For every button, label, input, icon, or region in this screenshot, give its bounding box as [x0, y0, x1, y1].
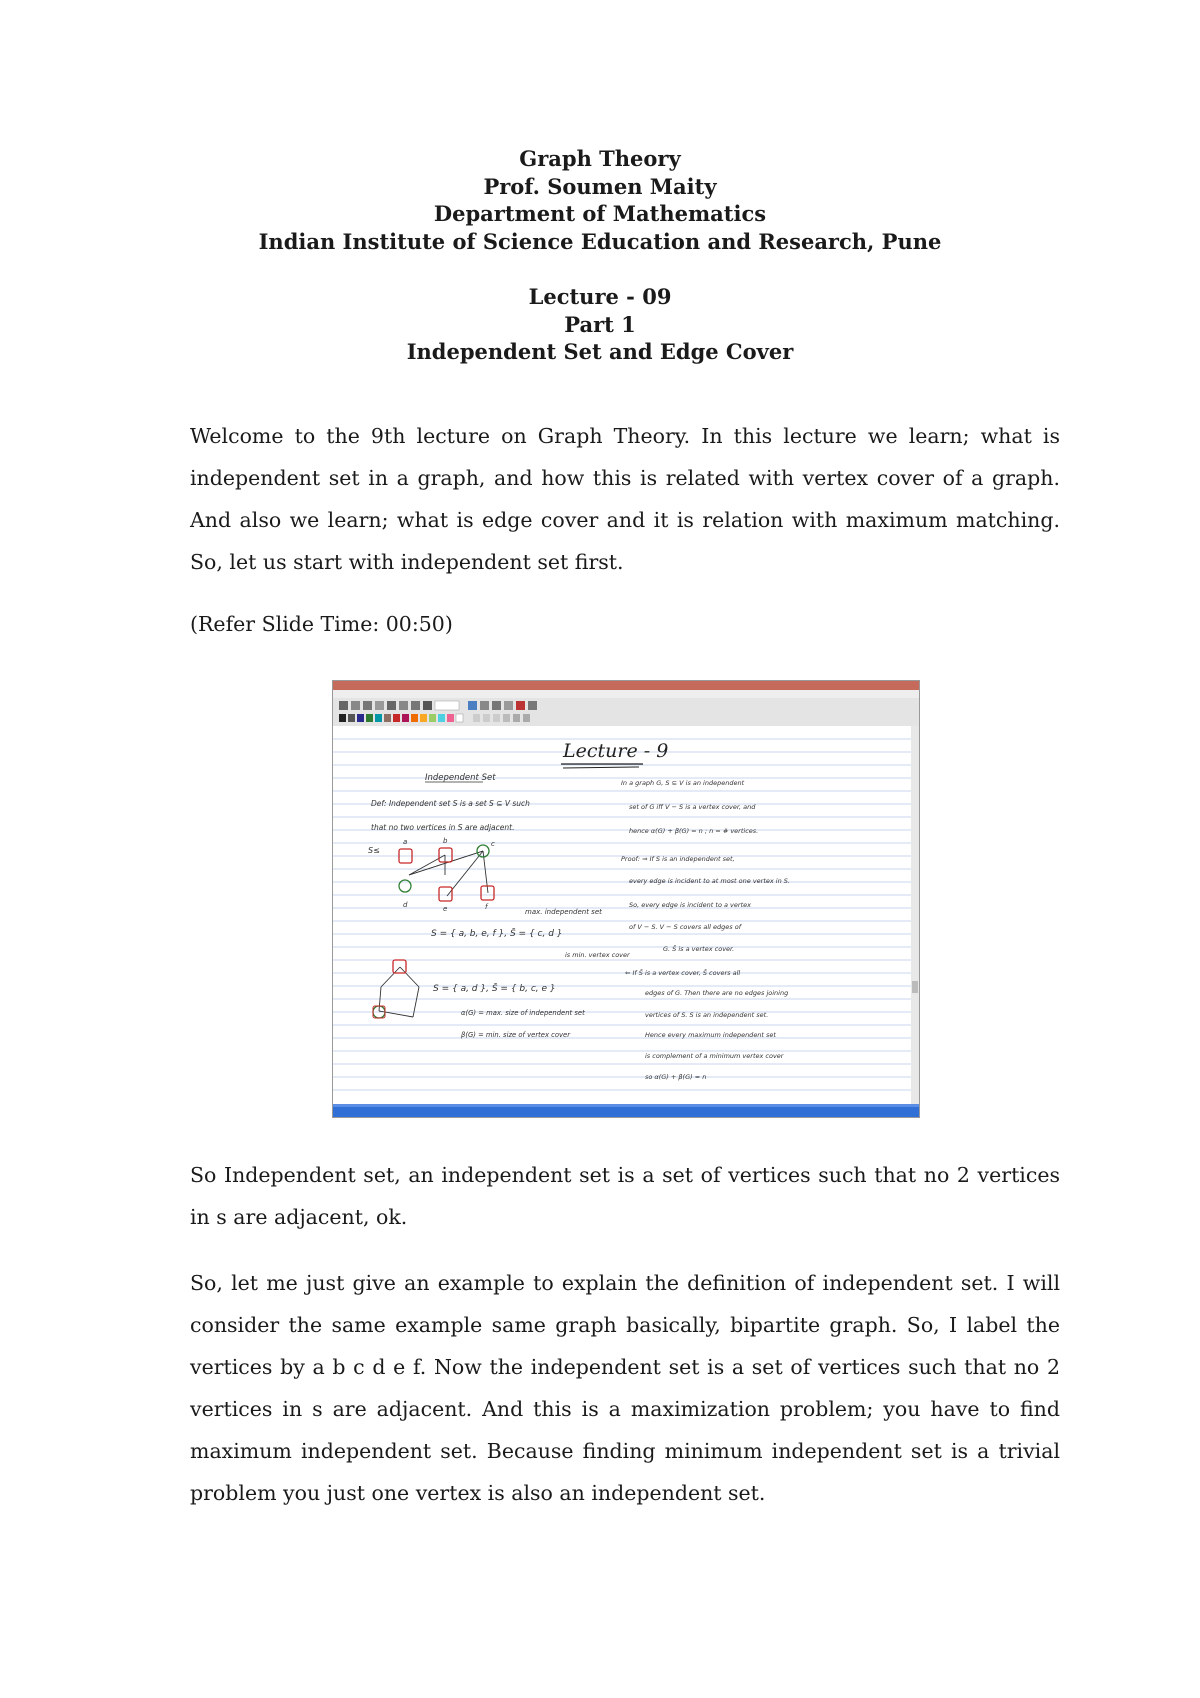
part-number: Part 1 — [564, 311, 636, 337]
slide-right-line: ⇐ If S̄ is a vertex cover, S̄ covers all — [625, 969, 741, 977]
lecture-topic: Independent Set and Edge Cover — [406, 339, 794, 364]
department-name: Department of Mathematics — [433, 201, 767, 226]
professor-name: Prof. Soumen Maity — [483, 173, 717, 199]
lecture-number: Lecture - 09 — [528, 284, 672, 309]
vertex-label-b: b — [443, 837, 448, 845]
slide-right-line: G. S̄ is a vertex cover. — [663, 945, 735, 953]
vertex-label-c: c — [491, 840, 495, 848]
slide-right-line: so α(G) + β(G) = n — [645, 1073, 707, 1081]
slide-right-line: set of G iff V − S is a vertex cover, and — [629, 803, 756, 811]
slide-right-line: In a graph G, S ⊆ V is an independent — [621, 779, 745, 787]
slide-min-cover: is min. vertex cover — [565, 951, 630, 959]
lecture-slide-screenshot — [332, 680, 920, 1118]
slide-right-line: Hence every maximum independent set — [645, 1031, 776, 1039]
document-header — [0, 145, 1200, 366]
course-title: Graph Theory — [519, 146, 681, 171]
svg-text:S≤: S≤ — [368, 846, 380, 855]
vertex-label-d: d — [403, 901, 408, 909]
slide-heading: Lecture - 9 — [563, 740, 669, 762]
window-titlebar — [333, 681, 919, 690]
slide-left-title: Independent Set — [425, 773, 496, 783]
slide-right-line: edges of G. Then there are no edges joining — [645, 989, 789, 997]
vertex-label-f: f — [485, 903, 488, 911]
slide-right-line: of V − S. V − S covers all edges of — [629, 923, 741, 931]
institute-name: Indian Institute of Science Education and Research, Pune — [258, 228, 942, 254]
slide-set-s: S = { a, b, e, f }, S̄ = { c, d } — [431, 929, 563, 939]
slide-beta-def: β(G) = min. size of vertex cover — [461, 1031, 571, 1039]
intro-paragraph: Welcome to the 9th lecture on Graph Theory. In this lecture we learn; what is independent set in a graph, and how this is related with vertex cover of a graph. And also we learn; what is edge cover and it is relation with maximum matching. So, let us start with independent set first. — [190, 424, 1060, 574]
example-paragraph: So, let me just give an example to explain the definition of independent set. I will consider the same example same graph basically, bipartite graph. So, I label the vertices by a b c d e f. Now the independent set is a set of vertices such that no 2 vertices in s are adjacent. And this is a maximization problem; you have to find maximum independent set. Because finding minimum independent set is a trivial problem you just one vertex is also an independent set. — [190, 1271, 1060, 1505]
refer-slide-time: (Refer Slide Time: 00:50) — [190, 612, 453, 636]
slide-set-s2: S = { a, d }, S̄ = { b, c, e } — [433, 984, 556, 994]
vertex-label-e: e — [443, 905, 448, 913]
slide-right-line: So, every edge is incident to a vertex — [629, 901, 751, 909]
slide-right-line: hence α(G) + β(G) = n ; n = # vertices. — [629, 827, 759, 835]
vertex-label-a: a — [403, 838, 408, 846]
slide-def-line1: Def: Independent set S is a set S ⊆ V such — [371, 799, 530, 808]
slide-right-line: is complement of a minimum vertex cover — [645, 1052, 784, 1060]
slide-def-line2: that no two vertices in S are adjacent. — [371, 823, 515, 832]
slide-max-label: max. independent set — [525, 908, 602, 916]
definition-paragraph: So Independent set, an independent set is a set of vertices such that no 2 vertices in s are adjacent, ok. — [190, 1163, 1060, 1229]
slide-right-line: every edge is incident to at most one vertex in S. — [629, 877, 790, 885]
slide-alpha-def: α(G) = max. size of independent set — [461, 1009, 585, 1017]
slide-right-line: Proof: ⇒ If S is an independent set, — [621, 855, 735, 863]
slide-right-line: vertices of S. S is an independent set. — [645, 1011, 769, 1019]
